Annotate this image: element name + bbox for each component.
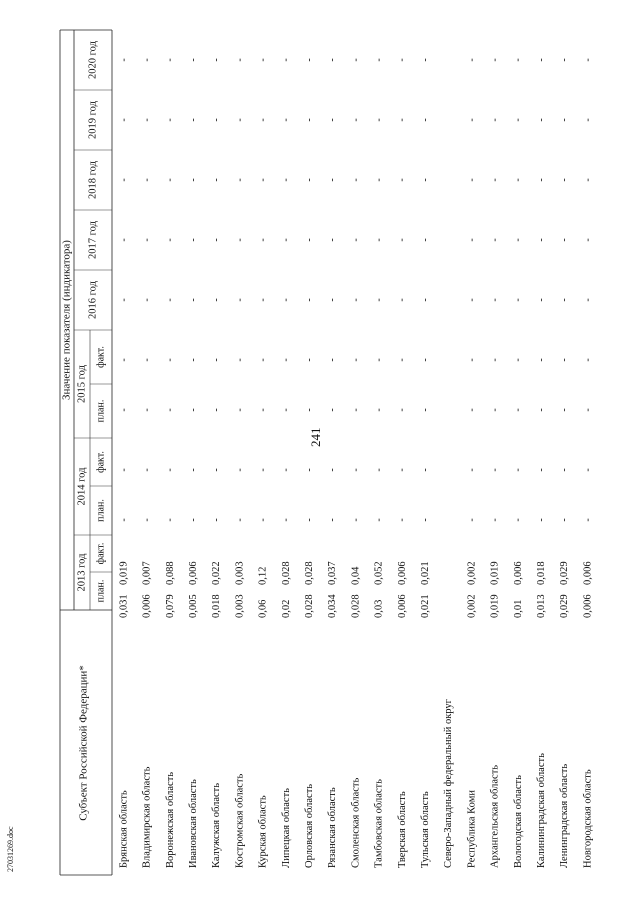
row-17-col-7: -	[512, 238, 524, 242]
header-2019: 2019 год	[87, 101, 99, 139]
row-1-col-4: -	[141, 408, 153, 412]
row-11-col-3: -	[373, 468, 385, 472]
row-0-col-2: -	[118, 518, 130, 522]
row-10-col-5: -	[350, 358, 362, 362]
row-6-col-9: -	[257, 118, 269, 122]
row-2-2013-fact: 0,088	[164, 561, 176, 585]
row-label-17: Вологодская область	[512, 775, 524, 868]
row-17-col-3: -	[512, 468, 524, 472]
row-16-col-9: -	[489, 118, 501, 122]
row-11-col-10: -	[373, 58, 385, 62]
row-4-col-10: -	[211, 58, 223, 62]
row-3-col-4: -	[187, 408, 199, 412]
row-13-col-3: -	[419, 468, 431, 472]
row-7-col-2: -	[280, 518, 292, 522]
row-13-col-5: -	[419, 358, 431, 362]
row-0-col-5: -	[118, 358, 130, 362]
row-15-col-5: -	[466, 358, 478, 362]
row-18-col-3: -	[535, 468, 547, 472]
row-17-col-4: -	[512, 408, 524, 412]
row-0-2013-fact: 0,019	[118, 561, 130, 585]
row-label-20: Новгородская область	[582, 769, 594, 868]
row-5-2013-plan: 0,003	[234, 594, 246, 618]
row-1-col-9: -	[141, 118, 153, 122]
row-19-col-9: -	[559, 118, 571, 122]
row-7-2013-plan: 0,02	[280, 599, 292, 618]
row-10-col-10: -	[350, 58, 362, 62]
row-12-col-3: -	[396, 468, 408, 472]
row-6-col-5: -	[257, 358, 269, 362]
row-6-col-6: -	[257, 298, 269, 302]
header-plan-2014: план.	[95, 499, 107, 522]
row-4-col-3: -	[211, 468, 223, 472]
row-18-2013-plan: 0,013	[536, 594, 548, 618]
row-17-col-5: -	[512, 358, 524, 362]
row-8-col-9: -	[303, 118, 315, 122]
row-5-col-5: -	[234, 358, 246, 362]
row-1-col-5: -	[141, 358, 153, 362]
row-17-col-2: -	[512, 518, 524, 522]
row-3-2013-plan: 0,005	[188, 594, 200, 618]
row-5-col-6: -	[234, 298, 246, 302]
row-3-col-10: -	[187, 58, 199, 62]
row-6-2013-fact: 0,12	[257, 566, 269, 585]
row-9-col-9: -	[327, 118, 339, 122]
row-20-col-8: -	[582, 178, 594, 182]
row-1-col-3: -	[141, 468, 153, 472]
row-17-col-6: -	[512, 298, 524, 302]
row-17-col-8: -	[512, 178, 524, 182]
row-9-2013-fact: 0,037	[327, 561, 339, 585]
row-20-2013-plan: 0,006	[582, 594, 594, 618]
row-label-1: Владимирская область	[141, 766, 153, 868]
row-18-col-5: -	[535, 358, 547, 362]
row-7-col-3: -	[280, 468, 292, 472]
row-label-18: Калининградская область	[536, 753, 548, 868]
row-19-col-2: -	[559, 518, 571, 522]
row-0-col-10: -	[118, 58, 130, 62]
header-fact-2014: факт.	[95, 451, 107, 473]
row-3-col-6: -	[187, 298, 199, 302]
row-9-2013-plan: 0,034	[327, 594, 339, 618]
row-18-col-10: -	[535, 58, 547, 62]
row-11-2013-fact: 0,052	[373, 561, 385, 585]
row-12-col-6: -	[396, 298, 408, 302]
row-12-col-2: -	[396, 518, 408, 522]
row-4-col-8: -	[211, 178, 223, 182]
row-3-col-7: -	[187, 238, 199, 242]
row-0-col-4: -	[118, 408, 130, 412]
row-3-col-9: -	[187, 118, 199, 122]
row-0-col-3: -	[118, 468, 130, 472]
row-20-col-7: -	[582, 238, 594, 242]
row-7-2013-fact: 0,028	[280, 561, 292, 585]
row-label-4: Калужская область	[211, 782, 223, 868]
header-indicator: Значение показателя (индикатора)	[60, 240, 73, 400]
row-label-19: Ленинградская область	[559, 763, 571, 868]
row-7-col-4: -	[280, 408, 292, 412]
row-10-col-4: -	[350, 408, 362, 412]
row-2-col-10: -	[164, 58, 176, 62]
row-8-col-3: -	[303, 468, 315, 472]
row-2-col-9: -	[164, 118, 176, 122]
row-16-col-5: -	[489, 358, 501, 362]
row-12-col-4: -	[396, 408, 408, 412]
row-15-col-6: -	[466, 298, 478, 302]
row-15-col-7: -	[466, 238, 478, 242]
row-17-2013-plan: 0,01	[512, 599, 524, 618]
row-16-col-6: -	[489, 298, 501, 302]
row-3-col-3: -	[187, 468, 199, 472]
row-10-2013-plan: 0,028	[350, 594, 362, 618]
row-2-col-2: -	[164, 518, 176, 522]
row-10-col-7: -	[350, 238, 362, 242]
row-7-col-8: -	[280, 178, 292, 182]
row-8-col-7: -	[303, 238, 315, 242]
row-0-col-6: -	[118, 298, 130, 302]
row-label-10: Смоленская область	[350, 777, 362, 868]
row-16-col-4: -	[489, 408, 501, 412]
row-11-col-2: -	[373, 518, 385, 522]
row-8-col-5: -	[303, 358, 315, 362]
row-1-col-10: -	[141, 58, 153, 62]
row-6-col-10: -	[257, 58, 269, 62]
row-12-col-8: -	[396, 178, 408, 182]
row-11-col-4: -	[373, 408, 385, 412]
row-1-2013-plan: 0,006	[141, 594, 153, 618]
row-9-col-2: -	[327, 518, 339, 522]
row-5-col-2: -	[234, 518, 246, 522]
row-18-2013-fact: 0,018	[536, 561, 548, 585]
row-20-col-3: -	[582, 468, 594, 472]
row-4-2013-plan: 0,018	[211, 594, 223, 618]
row-11-col-7: -	[373, 238, 385, 242]
header-2018: 2018 год	[87, 161, 99, 199]
row-8-2013-fact: 0,028	[304, 561, 316, 585]
row-2-col-3: -	[164, 468, 176, 472]
row-15-2013-fact: 0,002	[466, 561, 478, 585]
row-7-col-7: -	[280, 238, 292, 242]
row-16-col-7: -	[489, 238, 501, 242]
row-label-15: Республика Коми	[466, 790, 478, 868]
row-13-2013-plan: 0,021	[420, 594, 432, 618]
row-label-2: Воронежская область	[164, 771, 176, 868]
row-11-col-6: -	[373, 298, 385, 302]
row-0-2013-plan: 0,031	[118, 594, 130, 618]
row-5-col-4: -	[234, 408, 246, 412]
row-12-col-9: -	[396, 118, 408, 122]
row-20-col-9: -	[582, 118, 594, 122]
row-12-col-5: -	[396, 358, 408, 362]
row-9-col-10: -	[327, 58, 339, 62]
row-13-col-8: -	[419, 178, 431, 182]
row-label-12: Тверская область	[396, 791, 408, 868]
row-13-col-4: -	[419, 408, 431, 412]
row-3-col-8: -	[187, 178, 199, 182]
row-15-col-8: -	[466, 178, 478, 182]
row-13-col-6: -	[419, 298, 431, 302]
row-17-col-10: -	[512, 58, 524, 62]
row-label-8: Орловская область	[304, 783, 316, 868]
row-8-col-4: -	[303, 408, 315, 412]
page-number: 241	[308, 427, 323, 447]
row-8-col-10: -	[303, 58, 315, 62]
row-label-11: Тамбовская область	[373, 779, 385, 868]
row-9-col-6: -	[327, 298, 339, 302]
row-13-col-2: -	[419, 518, 431, 522]
row-16-col-3: -	[489, 468, 501, 472]
row-16-col-8: -	[489, 178, 501, 182]
row-label-6: Курская область	[257, 795, 269, 868]
row-8-2013-plan: 0,028	[304, 594, 316, 618]
header-subject: Субъект Российской Федерации*	[77, 665, 90, 821]
row-0-col-8: -	[118, 178, 130, 182]
row-9-col-4: -	[327, 408, 339, 412]
row-5-col-8: -	[234, 178, 246, 182]
document-filename: 27031269.doc	[6, 826, 15, 872]
row-19-col-4: -	[559, 408, 571, 412]
row-1-col-2: -	[141, 518, 153, 522]
row-10-col-2: -	[350, 518, 362, 522]
row-10-col-9: -	[350, 118, 362, 122]
row-label-5: Костромская область	[234, 773, 246, 868]
row-6-col-7: -	[257, 238, 269, 242]
row-19-2013-fact: 0,029	[559, 561, 571, 585]
row-12-col-10: -	[396, 58, 408, 62]
row-label-16: Архангельская область	[489, 764, 501, 868]
row-19-col-5: -	[559, 358, 571, 362]
row-4-col-7: -	[211, 238, 223, 242]
row-17-2013-fact: 0,006	[512, 561, 524, 585]
row-8-col-2: -	[303, 518, 315, 522]
row-15-2013-plan: 0,002	[466, 594, 478, 618]
row-8-col-8: -	[303, 178, 315, 182]
row-19-2013-plan: 0,029	[559, 594, 571, 618]
row-10-col-8: -	[350, 178, 362, 182]
row-15-col-3: -	[466, 468, 478, 472]
row-19-col-10: -	[559, 58, 571, 62]
row-2-col-8: -	[164, 178, 176, 182]
row-label-0: Брянская область	[118, 790, 130, 868]
row-label-9: Рязанская область	[327, 787, 339, 868]
row-1-col-8: -	[141, 178, 153, 182]
header-2015: 2015 год	[76, 365, 88, 403]
row-17-col-9: -	[512, 118, 524, 122]
row-1-2013-fact: 0,007	[141, 561, 153, 585]
row-16-2013-fact: 0,019	[489, 561, 501, 585]
row-6-col-8: -	[257, 178, 269, 182]
row-4-col-5: -	[211, 358, 223, 362]
row-5-col-10: -	[234, 58, 246, 62]
row-0-col-7: -	[118, 238, 130, 242]
row-9-col-7: -	[327, 238, 339, 242]
row-7-col-6: -	[280, 298, 292, 302]
row-6-col-4: -	[257, 408, 269, 412]
row-4-col-4: -	[211, 408, 223, 412]
row-15-col-2: -	[466, 518, 478, 522]
row-0-col-9: -	[118, 118, 130, 122]
row-18-col-7: -	[535, 238, 547, 242]
row-18-col-6: -	[535, 298, 547, 302]
row-20-2013-fact: 0,006	[582, 561, 594, 585]
row-13-2013-fact: 0,021	[420, 561, 432, 585]
row-16-col-2: -	[489, 518, 501, 522]
row-9-col-3: -	[327, 468, 339, 472]
row-4-col-6: -	[211, 298, 223, 302]
row-7-col-9: -	[280, 118, 292, 122]
row-20-col-5: -	[582, 358, 594, 362]
row-11-2013-plan: 0,03	[373, 599, 385, 618]
row-18-col-8: -	[535, 178, 547, 182]
row-19-col-3: -	[559, 468, 571, 472]
row-6-2013-plan: 0,06	[257, 599, 269, 618]
row-12-col-7: -	[396, 238, 408, 242]
row-12-2013-fact: 0,006	[396, 561, 408, 585]
row-13-col-10: -	[419, 58, 431, 62]
row-3-col-5: -	[187, 358, 199, 362]
header-2016: 2016 год	[87, 281, 99, 319]
row-label-14: Северо-Западный федеральный округ	[443, 699, 455, 868]
row-10-col-3: -	[350, 468, 362, 472]
row-10-2013-fact: 0,04	[350, 566, 362, 585]
row-18-col-4: -	[535, 408, 547, 412]
row-6-col-2: -	[257, 518, 269, 522]
row-13-col-7: -	[419, 238, 431, 242]
header-2013: 2013 год	[76, 553, 88, 592]
row-16-2013-plan: 0,019	[489, 594, 501, 618]
row-11-col-5: -	[373, 358, 385, 362]
row-2-col-4: -	[164, 408, 176, 412]
row-3-col-2: -	[187, 518, 199, 522]
row-19-col-6: -	[559, 298, 571, 302]
header-fact-2013: факт.	[95, 542, 107, 565]
header-2014: 2014 год	[76, 467, 88, 506]
row-label-7: Липецкая область	[280, 788, 292, 868]
row-11-col-9: -	[373, 118, 385, 122]
header-plan-2013: план.	[95, 579, 107, 603]
row-1-col-6: -	[141, 298, 153, 302]
row-12-2013-plan: 0,006	[396, 594, 408, 618]
row-13-col-9: -	[419, 118, 431, 122]
row-2-col-5: -	[164, 358, 176, 362]
row-5-col-3: -	[234, 468, 246, 472]
row-5-col-7: -	[234, 238, 246, 242]
row-10-col-6: -	[350, 298, 362, 302]
row-20-col-4: -	[582, 408, 594, 412]
row-7-col-5: -	[280, 358, 292, 362]
row-9-col-8: -	[327, 178, 339, 182]
row-6-col-3: -	[257, 468, 269, 472]
header-2017: 2017 год	[87, 221, 99, 259]
row-20-col-2: -	[582, 518, 594, 522]
header-plan-2015: план.	[95, 399, 107, 423]
row-20-col-10: -	[582, 58, 594, 62]
row-label-3: Ивановская область	[188, 779, 200, 868]
row-2-2013-plan: 0,079	[164, 594, 176, 618]
row-4-col-9: -	[211, 118, 223, 122]
row-8-col-6: -	[303, 298, 315, 302]
row-2-col-7: -	[164, 238, 176, 242]
row-15-col-9: -	[466, 118, 478, 122]
row-5-col-9: -	[234, 118, 246, 122]
row-15-col-4: -	[466, 408, 478, 412]
row-9-col-5: -	[327, 358, 339, 362]
row-3-2013-fact: 0,006	[188, 561, 200, 585]
row-19-col-7: -	[559, 238, 571, 242]
header-fact-2015: факт.	[95, 346, 107, 368]
row-4-2013-fact: 0,022	[211, 561, 223, 585]
row-1-col-7: -	[141, 238, 153, 242]
row-7-col-10: -	[280, 58, 292, 62]
row-label-13: Тульская область	[420, 791, 432, 868]
row-20-col-6: -	[582, 298, 594, 302]
row-18-col-2: -	[535, 518, 547, 522]
row-11-col-8: -	[373, 178, 385, 182]
row-19-col-8: -	[559, 178, 571, 182]
row-18-col-9: -	[535, 118, 547, 122]
header-2020: 2020 год	[87, 41, 99, 79]
row-15-col-10: -	[466, 58, 478, 62]
row-4-col-2: -	[211, 518, 223, 522]
row-2-col-6: -	[164, 298, 176, 302]
row-16-col-10: -	[489, 58, 501, 62]
row-5-2013-fact: 0,003	[234, 561, 246, 585]
